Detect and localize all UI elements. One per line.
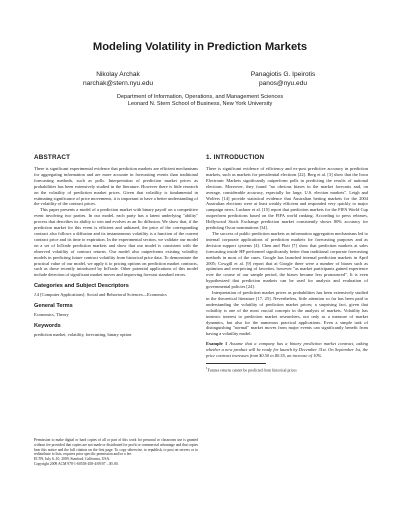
example-block <box>206 341 368 359</box>
affiliation-dept: Department of Information, Operations, and Management Sciences <box>116 94 284 100</box>
abstract-paragraph: This paper presents a model of a prediction market with binary payoff on a competitive event involving two parties. In our model, each party has a latent underlying "ability" process that describes its ability to win and evolves as an Ito diffusion. We show that, if the prediction market for this event is efficient and unbiased, the price of the corresponding contract also follows a diffusion and its instantaneous volatility is a function of the current contract price and its time to expiration. In the experimental section, we validate our model on a set of InTrade prediction markets and show that our model is consistent with the observed volatility of contract returns. Our model also outperforms existing volatility models in predicting future contract volatility from historical price data. To demonstrate the practical value of our model, we apply it to pricing options on prediction market contracts, such as those recently introduced by InTrade. Other potential applications of this model include detection of significant market moves and improving forecast standard errors. <box>34 207 198 278</box>
author-email: narchak@stern.nyu.edu <box>82 79 154 87</box>
right-column <box>206 154 368 373</box>
permission-text: Permission to make digital or hard copies of all or part of this work for personal or classroom use is granted without fee provided that copies are not made or distributed for profit or commercial advantage and that copies bear this notice and the full citation on the first page. To copy otherwise, to republish, to post on servers or to redistribute to lists, requires prior specific permission and/or a fee. <box>34 438 198 457</box>
footnote <box>206 366 368 373</box>
author-name: Panagiotis G. Ipeirotis <box>250 71 316 78</box>
footnote-rule <box>206 363 266 364</box>
permission-notice <box>34 438 198 467</box>
affiliation <box>0 94 400 109</box>
keywords-heading: Keywords <box>34 323 61 330</box>
abstract-paragraph: There is significant experimental evidence that prediction markets are efficient mechanisms for aggregating information and are more accurate in forecasting events than traditional forecasting methods, such as polls. Interpretation of prediction market prices as probabilities has been extensively studied in the literature. However there is little research on the volatility of prediction market prices. Given that volatility is fundamental in estimating significance of price movements, it is important to have a better understanding of the volatility of the contract prices. <box>34 166 198 207</box>
categories-text: J.4 [Computer Applications]: Social and Behavioral Sciences—Economics <box>34 292 167 298</box>
intro-paragraph: Interpretation of prediction market prices as probabilities has been extensively studied in the theoretical literature [17, 25]. Nevertheless, little attention so far has been paid to understanding the volatility of prediction market prices; a surprising fact, given that volatility is one of the most crucial concepts in the analysis of markets. Volatility has intrinsic interest to prediction market researchers, not only as a measure of market dynamics, but also for the numerous practical applications. Even a simple task of distinguishing "normal" market moves from major events can significantly benefit from having a volatility model. <box>206 290 368 337</box>
footnote-text: Futures returns cannot be predicted from historical prices <box>207 368 297 373</box>
conference-info: EC'09, July 6–10, 2009, Stanford, California, USA. <box>34 457 111 461</box>
paper-title: Modeling Volatility in Prediction Markets <box>92 41 308 53</box>
author-block <box>58 71 178 88</box>
categories-heading: Categories and Subject Descriptors <box>34 283 129 290</box>
abstract-heading: ABSTRACT <box>34 154 71 161</box>
general-terms-heading: General Terms <box>34 303 73 310</box>
general-terms-text: Economics, Theory <box>34 312 69 318</box>
example-text: Assume that a company has a binary prediction market contract, asking whether a new product will be ready for launch by December 31st. On September 1st, the price contract increases from $0.50 to $0.55, an increase of 10%. <box>206 341 368 359</box>
keywords-text: prediction market, volatility, forecasting, binary option <box>34 332 132 338</box>
copyright-info: Copyright 2009 ACM 978-1-60558-458-4/09/07 ...$5.00. <box>34 461 119 466</box>
intro-paragraph: There is significant evidence of efficiency and ex-post predictive accuracy in prediction markets, such as markets for presidential elections [22]. Berg et al. [3] show that the Iowa Electronic Markets significantly outperform polls in predicting the results of national elections. Moreover, they found "no obvious biases in the market forecasts and, on average, considerable accuracy, especially for large, U.S. election markets". Leigh and Wolfers [14] provide statistical evidence that Australian betting markets for the 2004 Australian elections were at least weakly efficient and responded very quickly to major campaign news. Luckner et al. [15] report that prediction markets for the FIFA World Cup outperform predictions based on the FIFA world ranking. According to press releases, Hollywood Stock Exchange prediction market consistently shows 80% accuracy for predicting Oscar nominations [34]. <box>206 166 368 231</box>
author-name: Nikolay Archak <box>96 71 140 78</box>
author-block <box>218 71 348 88</box>
example-label: Example 1 <box>206 341 228 347</box>
affiliation-school: Leonard N. Stern School of Business, New York University <box>127 101 273 108</box>
intro-paragraph: The success of public prediction markets as information aggregation mechanisms led to internal corporate applications of prediction markets for forecasting purposes and as decision support systems [4]. Chen and Plott [7] show that prediction markets at sales forecasting inside HP performed significantly better than traditional corporate forecasting methods in most of the cases. Google has launched internal prediction markets in April 2005; Cowgill et al. [9] report that at Google there were a number of biases such as optimism and overpricing of favorites, however "as market participants gained experience over the course of our sample period, the biases became less pronounced". It is even hypothesized that prediction markets can be used for analysis and evaluation of governmental policies [24]. <box>206 230 368 290</box>
introduction-heading: 1. INTRODUCTION <box>206 154 265 161</box>
left-column <box>34 154 198 338</box>
author-email: panos@nyu.edu <box>258 79 308 87</box>
footnote-mark: 1 <box>206 366 208 370</box>
